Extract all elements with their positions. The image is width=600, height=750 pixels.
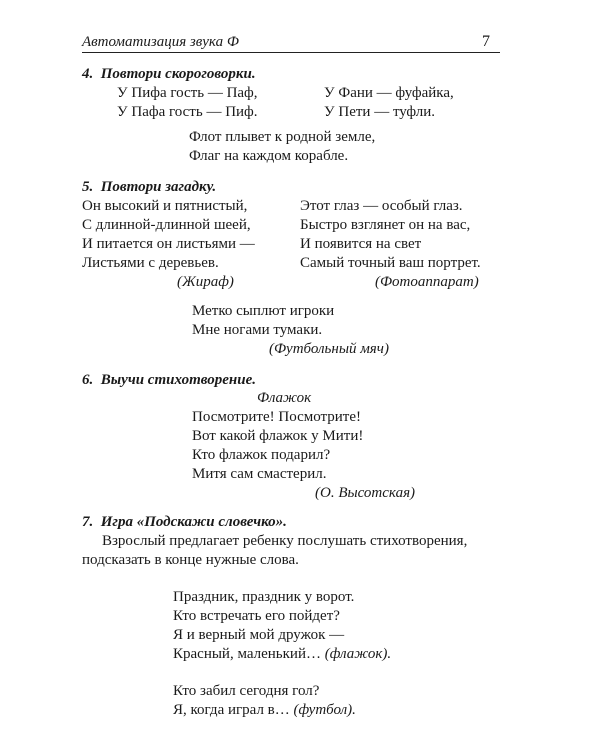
riddle-line: Быстро взглянет он на вас,: [300, 217, 471, 233]
section-title: Игра «Подскажи словечко».: [100, 514, 287, 530]
riddle-line: И питается он листьями —: [82, 236, 255, 252]
section-number: 7.: [82, 514, 94, 530]
verse-answer: (футбол).: [293, 702, 356, 718]
poem-line: Кто флажок подарил?: [192, 447, 331, 463]
section-title: Повтори скороговорки.: [100, 66, 256, 82]
running-header: [82, 30, 500, 53]
verse-line: У Пафа гость — Пиф.: [117, 104, 258, 120]
section-4-heading: [82, 65, 256, 84]
riddle-line: Этот глаз — особый глаз.: [300, 198, 463, 214]
poem-title: Флажок: [257, 390, 312, 406]
section-number: 4.: [82, 66, 94, 82]
verse-line: У Фани — фуфайка,: [324, 85, 454, 101]
verse-line: У Пифа гость — Паф,: [117, 85, 258, 101]
riddle-answer: (Футбольный мяч): [269, 341, 389, 357]
verse-line: Праздник, праздник у ворот.: [173, 589, 355, 605]
verse-line: Я и верный мой дружок —: [173, 627, 345, 643]
verse-line: У Пети — туфли.: [324, 104, 436, 120]
header-title: Автоматизация звука Ф: [82, 34, 239, 50]
riddle-answer: (Фотоаппарат): [375, 274, 479, 290]
poem-line: Митя сам смастерил.: [192, 466, 327, 482]
riddle-line: Метко сыплют игроки: [192, 303, 335, 319]
riddle-line: Листьями с деревьев.: [82, 255, 219, 271]
poem-line: Вот какой флажок у Мити!: [192, 428, 364, 444]
riddle-line: И появится на свет: [300, 236, 422, 252]
verse-text: Красный, маленький…: [173, 646, 321, 662]
verse-line: [173, 701, 356, 720]
poem-line: Посмотрите! Посмотрите!: [192, 409, 362, 425]
verse-line: Кто встречать его пойдет?: [173, 608, 340, 624]
instruction-text: Взрослый предлагает ребенку послушать стихотворения,: [102, 533, 468, 549]
section-title: Повтори загадку.: [100, 179, 217, 195]
instruction-text: подсказать в конце нужные слова.: [82, 552, 299, 568]
verse-answer: (флажок).: [324, 646, 392, 662]
page-number: 7: [482, 33, 490, 50]
verse-line: Кто забил сегодня гол?: [173, 683, 320, 699]
section-number: 5.: [82, 179, 94, 195]
section-5-heading: [82, 178, 216, 197]
riddle-line: Самый точный ваш портрет.: [300, 255, 481, 271]
verse-line: Флот плывет к родной земле,: [189, 129, 376, 145]
section-7-heading: [82, 513, 287, 532]
verse-line: Флаг на каждом корабле.: [189, 148, 349, 164]
riddle-line: Мне ногами тумаки.: [192, 322, 323, 338]
section-number: 6.: [82, 372, 94, 388]
verse-line: [173, 645, 391, 664]
poem-author: (О. Высотская): [315, 485, 416, 501]
section-title: Выучи стихотворение.: [100, 372, 256, 388]
section-6-heading: [82, 371, 256, 390]
riddle-line: С длинной-длинной шеей,: [82, 217, 251, 233]
riddle-line: Он высокий и пятнистый,: [82, 198, 248, 214]
verse-text: Я, когда играл в…: [173, 702, 290, 718]
riddle-answer: (Жираф): [177, 274, 234, 290]
